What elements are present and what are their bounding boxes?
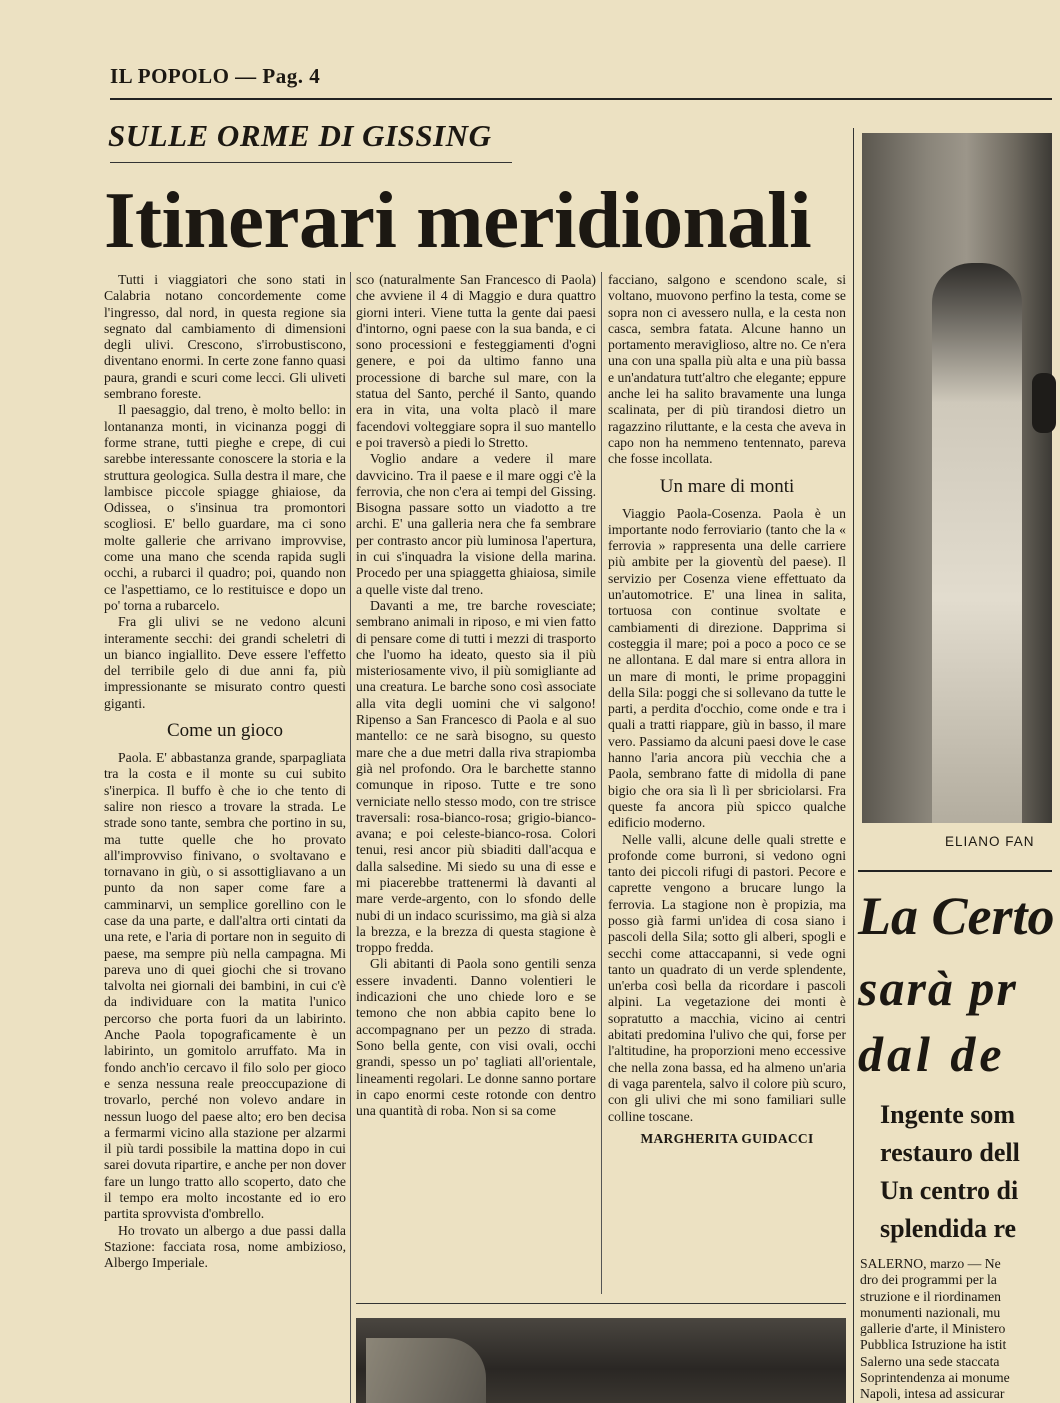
author-signature: MARGHERITA GUIDACCI <box>640 1130 814 1146</box>
article-kicker: SULLE ORME DI GISSING <box>108 118 492 153</box>
sidebar-photo <box>862 133 1052 823</box>
column-rule-2 <box>601 272 602 1294</box>
paragraph: Fra gli ulivi se ne vedono alcuni interamente secchi: dei grandi scheletri di un bianco ingiallito. Deve essere l'effetto del terribile gelo di due anni fa, più impressionante se misurato contro questi giganti. <box>104 614 346 711</box>
article-column-1 <box>104 272 346 1403</box>
section-rule <box>356 1303 846 1304</box>
column-rule-1 <box>350 272 351 1403</box>
sidebar-headline-line-1: La Certo <box>858 886 1055 946</box>
bottom-photo <box>356 1318 846 1403</box>
sidebar-text-line: struzione e il riordinamen <box>860 1288 1002 1304</box>
sidebar-rule <box>858 870 1052 872</box>
running-head: IL POPOLO — Pag. 4 <box>110 64 321 88</box>
article-column-2 <box>356 272 596 1119</box>
article-column-3 <box>608 272 846 1287</box>
sidebar-deck-line-4: splendida re <box>880 1214 1017 1243</box>
sidebar-text-line: SALERNO, marzo — Ne <box>860 1256 1001 1271</box>
sidebar-text-line: monumenti nazionali, mu <box>860 1304 1001 1320</box>
sidebar-deck-line-2: restauro dell <box>880 1138 1020 1167</box>
sidebar-text-line: Soprintendenza ai monume <box>860 1370 1010 1386</box>
sidebar-text-line: dro dei programmi per la <box>860 1272 997 1288</box>
paragraph: facciano, salgono e scendono scale, si voltano, muovono perfino la testa, come se sopra non ci avessero nulla, e la cesta non casca, sembra fatata. Alcune hanno un portamento meraviglioso, altre no. Ce n'era una con una spalla più alta e una più bassa e un'andatura tutt'altro che elegante; eppure anche lei ha salito bravamente una lunga scalinata, per di più tirandosi dietro un ragazzino riluttante, e la cesta che aveva in capo non ha nemmeno tentennato, pareva che fosse incollata. <box>608 272 846 467</box>
subheading: Come un gioco <box>166 720 284 742</box>
sidebar-deck-line-3: Un centro di <box>880 1176 1019 1205</box>
paragraph: Paola. E' abbastanza grande, sparpagliata tra la costa e il monte su cui subito s'inerpica. Il buffo è che io che tento di salire non riesco a trovare la strada. Le strade sono tante, sembra che portino in su, ma tutte quelle che ho provato all'improvviso finivano, o svoltavano e tornavano in giù, o si assottigliavano a un punto da non saper come fare a camminarvi, un semplice gorellino con le case da una parte, e dall'altra orti cintati da una rete, e l'aria di portare non in seguito di paese, ma sempre più nella campagna. Mi pareva uno di quei giochi che si trovano talvolta nei giornali dei bambini, in cui c'è da individuare con la matita l'unico percorso che porta fuori da un labirinto. Anche Paola topograficamente è un labirinto, un gomitolo arruffato. Ma in fondo anch'io cercavo il filo solo per gioco e senza nessuna reale preoccupazione di trovarlo, perché non volevo andare in nessun luogo del paese alto; ero ben decisa a fermarmi vicino alla stazione per alzarmi il più tardi possibile la mattina dopo in cui sarei dovuta ripartire, e anche per non dover fare un lungo tratto allo scoperto, dato che il tempo era molto incostante ed io ero partita sprovvista d'ombrello. <box>104 750 346 1222</box>
sidebar-text-line: Napoli, intesa ad assicurar <box>860 1386 1005 1402</box>
article-headline: Itinerari meridionali <box>104 175 812 265</box>
photo-caption: ELIANO FAN <box>945 834 1035 849</box>
header-rule <box>110 98 1052 100</box>
sidebar-headline-line-2: sarà pr <box>858 960 1018 1016</box>
paragraph: Davanti a me, tre barche rovesciate; sembrano animali in riposo, e mi vien fatto di pensare come di tutti i mezzi di trasporto che l'uomo ha ideato, questo sia il più misteriosamente vivo, il più somigliante ad una creatura. Le barche sono così associate alla vita degli uomini che vi salgono! Ripenso a San Francesco di Paola e al suo mantello: ce ne sarà bisogno, su questo mare che a due metri dalla riva strapiomba già nel profondo. Ora le barchette stanno comunque in riposo. Tutte e tre sono verniciate nello stesso modo, con tre strisce traversali: rosa-bianco-rosa; grigio-bianco-avana; e poi celeste-bianco-rosa. Colori tenui, resi ancor più sbiaditi dall'acqua e dalla salsedine. Mi siedo su una di esse e mi piacerebbe trattenermi là davanti al mare verde-argento, con lo sfondo delle nubi di un indaco scurissimo, ma già si alza la brezza, e la brezza di questa stagione è troppo fredda. <box>356 597 596 956</box>
kicker-rule <box>110 162 512 163</box>
paragraph: sco (naturalmente San Francesco di Paola) che avviene il 4 di Maggio e dura quattro giorni interi. Viene tutta la gente dai paesi d'intorno, ogni paese con la sua banda, e ci sono processioni e festeggiamenti d'ogni genere, e poi da ultimo fanno una processione di barche sul mare, con la statua del Santo, perché il Santo, quando era in vita, una volta placò il mare facendovi volteggiare sopra il suo mantello e poi traversò a piedi lo Stretto. <box>356 272 596 450</box>
sidebar-body-text <box>860 1256 1060 1403</box>
paragraph: Il paesaggio, dal treno, è molto bello: in lontananza monti, in vicinanza poggi di forme strane, tutti pieghe e crepe, di cui sarebbe interessante conoscere la storia e la struttura geologica. Sulla destra il mare, che lambisce piccole spiagge ghiaiose, da Odissea, o s'insinua tra promontori scogliosi. E' bello guardare, ma ci sono molte gallerie che arrivano improvvise, come una mano che scenda rapida sugli occhi, a rubarci il quadro; poi, quando non ce l'aspettiamo, ce lo restituisce e dopo un po' torna a rubarcelo. <box>104 402 346 613</box>
paragraph: Nelle valli, alcune delle quali strette e profonde come burroni, si vedono ogni tanto dei piccoli rifugi di pastori. Pecore e caprette vengono a brucare lungo la ferrovia. La stagione non è propizia, ma posso già farmi un'idea di cosa siano i pascoli della Sila; sotto gli alberi, spogli e secchi come attaccapanni, si vede ogni tanto un quadrato di un verde splendente, un'erba così bella da ricordare i pascoli alpini. La vegetazione dei monti è sopratutto a macchia, vicino ai centri abitati predomina l'ulivo che qui, forse per l'altitudine, ha proporzioni meno eccessive che nella zona bassa, ed ha almeno un'aria di vaga parentela, salvo il colore più scuro, con gli ulivi che mi sono familiari sulle colline toscane. <box>608 831 846 1124</box>
paragraph: Voglio andare a vedere il mare davvicino. Tra il paese e il mare oggi c'è la ferrovia, che non c'era ai tempi del Gissing. Bisogna passare sotto un viadotto a tre archi. E' una galleria nera che fa sembrare per contrasto ancor più luminosa l'apertura, in cui s'inquadra la visione della marina. Procedo per una spiaggetta ghiaiosa, simile a quelle viste dal treno. <box>356 451 596 597</box>
paragraph: Ho trovato un albergo a due passi dalla Stazione: facciata rosa, nome ambizioso, Albergo Imperiale. <box>104 1222 346 1271</box>
subheading: Un mare di monti <box>659 475 795 497</box>
sidebar-text-line: Salerno una sede staccata <box>860 1353 1000 1369</box>
sidebar-text-line: Pubblica Istruzione ha istit <box>860 1337 1007 1353</box>
sidebar-deck-line-1: Ingente som <box>880 1100 1016 1129</box>
paragraph: Tutti i viaggiatori che sono stati in Calabria notano concordemente come l'ingresso, dal nord, in questa regione sia segnato dal cambiamento di dimensioni degli ulivi. Crescono, s'irrobustiscono, diventano enormi. In certe zone fanno quasi paura, grandi e scuri come lecci. Gli uliveti sembrano foreste. <box>104 272 346 402</box>
paragraph: Viaggio Paola-Cosenza. Paola è un importante nodo ferroviario (tanto che la « ferrovia » rappresenta una delle carriere più ambite per la gioventù del paese). Il servizio per Cosenza viene effettuato da un'automotrice. E' una linea in salita, tortuosa con continue svoltate e cambiamenti di direzione. Dapprima si costeggia il mare; poi a poco a poco ce se ne allontana. E dal mare si entra allora in un mare di monti, le prime propaggini della Sila: poggi che si sollevano da tutte le parti, a perdita d'occhio, come onde e tra i quali a tratti riappare, giù in basso, il mare vero. Passiamo da alcuni paesi dove le case hanno l'aria ancora più vecchia che a Paola, sembrano fatte di midolla di pane bigio che ora sia lì lì per sbriciolarsi. Fra queste fa ancora più spicco qualche edificio moderno. <box>608 505 846 831</box>
sidebar-headline-line-3: dal de <box>858 1026 1006 1082</box>
paragraph: Gli abitanti di Paola sono gentili senza essere invadenti. Danno volentieri le indicazioni che uno chiede loro e se temono che non abbia capito bene lo accompagnano per un pezzo di strada. Sono bella gente, con visi ovali, occhi grandi, spesso un po' tagliati all'orientale, lineamenti regolari. Le donne sanno portare in capo enormi ceste rotonde con dentro una quantità di roba. Non si sa come <box>356 956 596 1119</box>
sidebar-divider <box>853 128 854 1403</box>
sidebar-text-line: gallerie d'arte, il Ministero <box>860 1321 1006 1337</box>
